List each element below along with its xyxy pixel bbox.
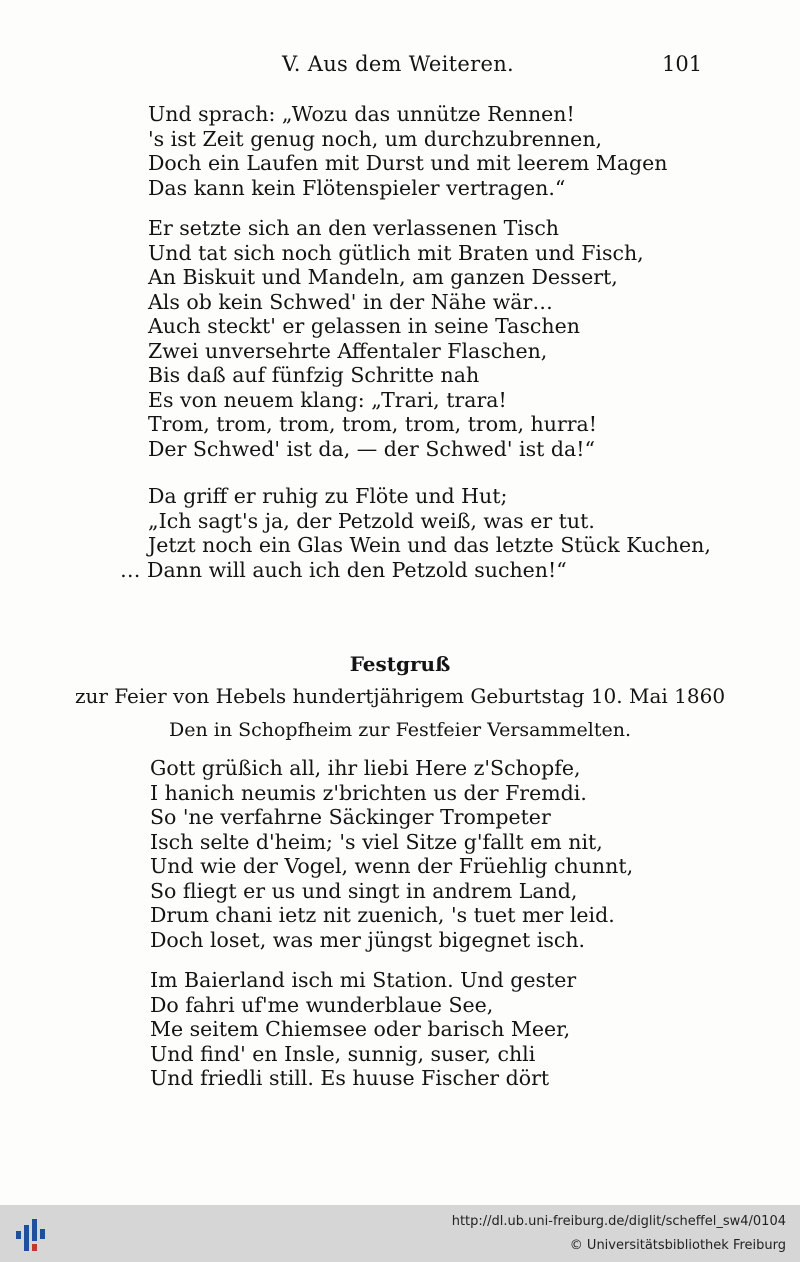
verse-line: So 'ne verfahrne Säckinger Trompeter — [150, 805, 551, 829]
verse-line: Und wie der Vogel, wenn der Früehlig chunnt, — [150, 854, 634, 878]
verse-line: Und sprach: „Wozu das unnütze Rennen! — [148, 102, 575, 126]
verse-line: Er setzte sich an den verlassenen Tisch — [148, 216, 560, 240]
copyright-notice: © Universitätsbibliothek Freiburg — [569, 1238, 786, 1253]
stanza — [148, 216, 644, 461]
verse-line: Auch steckt' er gelassen in seine Taschen — [148, 314, 580, 338]
poem-stanza — [150, 968, 576, 1091]
verse-line: Trom, trom, trom, trom, trom, trom, hurra! — [148, 412, 598, 436]
verse-line: An Biskuit und Mandeln, am ganzen Dessert, — [148, 265, 618, 289]
verse-line: Als ob kein Schwed' in der Nähe wär… — [148, 289, 553, 314]
verse-line: Das kann kein Flötenspieler vertragen.“ — [148, 175, 566, 200]
verse-line: „Ich sagt's ja, der Petzold weiß, was er tut. — [148, 508, 595, 533]
section-subtitle: zur Feier von Hebels hundertjährigem Geburtstag 10. Mai 1860 — [74, 684, 726, 708]
verse-line: So fliegt er us und singt in andrem Land, — [150, 878, 578, 903]
verse-line: Bis daß auf fünfzig Schritte nah — [148, 363, 480, 387]
verse-line: Zwei unversehrte Affentaler Flaschen, — [148, 338, 548, 363]
verse-line: Im Baierland isch mi Station. Und gester — [150, 968, 577, 992]
verse-line: Es von neuem klang: „Trari, trara! — [148, 387, 507, 412]
verse-line: Der Schwed' ist da, — der Schwed' ist da!“ — [148, 436, 595, 461]
verse-line: Und friedli still. Es huuse Fischer dört — [150, 1066, 550, 1090]
verse-line: Doch ein Laufen mit Durst und mit leerem Magen — [148, 151, 668, 175]
verse-line: I hanich neumis z'brichten us der Fremdi. — [150, 780, 587, 805]
ub-freiburg-logo-icon[interactable] — [14, 1215, 54, 1255]
verse-line: Drum chani ietz nit zuenich, 's tuet mer leid. — [150, 903, 615, 927]
verse-line: Und find' en Insle, sunnig, suser, chli — [150, 1041, 536, 1066]
verse-line: Isch selte d'heim; 's viel Sitze g'fallt em nit, — [150, 829, 603, 854]
dedication: Den in Schopfheim zur Festfeier Versammelten. — [168, 719, 631, 741]
viewer-footer — [0, 1205, 800, 1262]
permalink-url[interactable]: http://dl.ub.uni-freiburg.de/diglit/scheffel_sw4/0104 — [451, 1214, 786, 1229]
stanza — [120, 484, 711, 582]
verse-line: Do fahri uf'me wunderblaue See, — [150, 992, 494, 1017]
running-head: V. Aus dem Weiteren. — [282, 52, 514, 76]
poem-stanza — [150, 756, 633, 952]
verse-line: Jetzt noch ein Glas Wein und das letzte Stück Kuchen, — [148, 533, 711, 557]
verse-line: Gott grüßich all, ihr liebi Here z'Schopfe, — [150, 756, 581, 780]
verse-line: Da griff er ruhig zu Flöte und Hut; — [148, 484, 508, 508]
verse-line: Me seitem Chiemsee oder barisch Meer, — [150, 1017, 571, 1041]
verse-line: Doch loset, was mer jüngst bigegnet isch. — [150, 927, 586, 952]
verse-line: 's ist Zeit genug noch, um durchzubrennen, — [148, 126, 603, 151]
page-header — [0, 52, 800, 86]
verse-line: Und tat sich noch gütlich mit Braten und Fisch, — [148, 240, 644, 265]
stanza — [148, 102, 668, 200]
verse-line: … Dann will auch ich den Petzold suchen!“ — [120, 557, 567, 582]
page-number: 101 — [662, 52, 703, 76]
section-title: Festgruß — [349, 652, 451, 676]
